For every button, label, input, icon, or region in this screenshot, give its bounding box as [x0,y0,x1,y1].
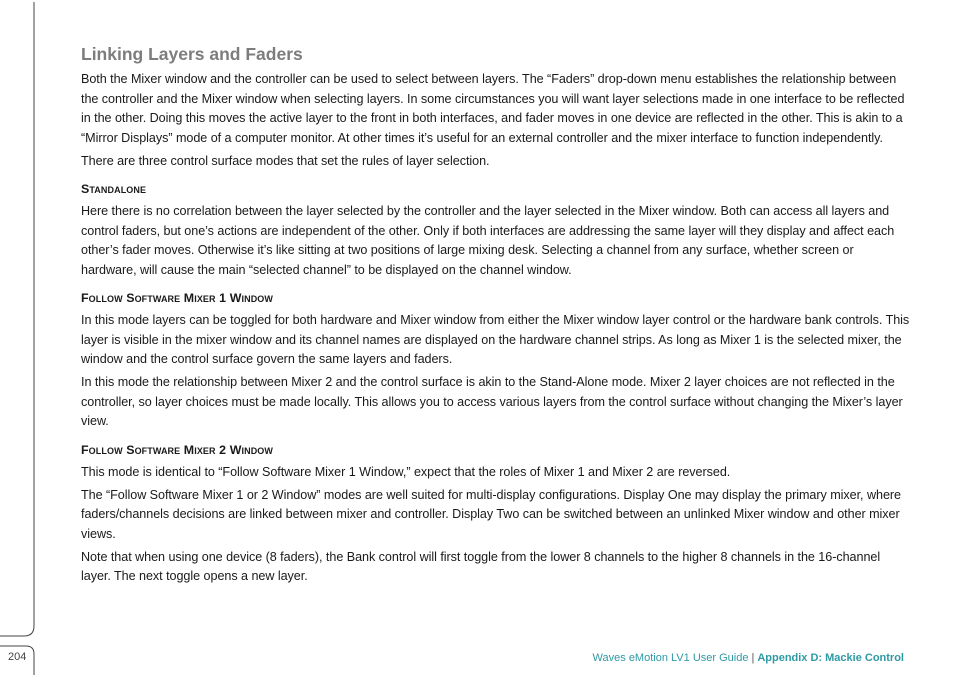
page-footer [593,652,904,664]
follow-mixer-2-paragraph-3: Note that when using one device (8 faders), the Bank control will first toggle from the lower 8 channels to the higher 8 channels in the 16-channel layer. The next toggle opens a new layer. [81,549,881,583]
intro-paragraph-2: There are three control surface modes that set the rules of layer selection. [81,153,490,168]
intro-paragraph-1: Both the Mixer window and the controller can be used to select between layers. The “Faders” drop-down menu establishes the relationship between the controller and the Mixer window when selecting layers. In some circumstances you will want layer selections made in one interface to be reflected in the other. Doing this moves the active layer to the front in both interfaces, and fader moves in one device are reflected in the other. This is akin to a “Mirror Displays” mode of a computer monitor. At other times it’s useful for an external controller and the mixer interface to function independently. [81,72,905,145]
follow-mixer-1-paragraph-2: In this mode the relationship between Mixer 2 and the control surface is akin to the Stand-Alone mode. Mixer 2 layer choices are not reflected in the controller, so layer choices must be made locally. This allows you to access various layers from the control surface without changing the Mixer’s layer view. [81,375,903,428]
page-content [81,44,911,590]
section-heading-follow-mixer-2: Follow Software Mixer 2 Window [81,442,273,457]
footer-separator: | [751,652,755,664]
follow-mixer-2-paragraph-2: The “Follow Software Mixer 1 or 2 Window” modes are well suited for multi-display configurations. Display One may display the primary mixer, where faders/channels decisions are linked between mixer and controller. Display Two can be switched between an unlinked Mixer window and other mixer views. [81,487,901,541]
standalone-paragraph-1: Here there is no correlation between the layer selected by the controller and the layer selected in the Mixer window. Both can access all layers and control faders, but one’s actions are independent of the other. Only if both interfaces are addressing the same layer will they display and affect each other’s fader moves. Otherwise it’s like sitting at two positions of large mixing desk. Selecting a channel from any surface, whether screen or hardware, will cause the main “selected channel” to be displayed on the channel window. [81,204,895,277]
page-title: Linking Layers and Faders [81,44,303,64]
page-number: 204 [8,651,27,663]
follow-mixer-2-paragraph-1: This mode is identical to “Follow Software Mixer 1 Window,” expect that the roles of Mixer 1 and Mixer 2 are reversed. [81,464,731,479]
section-heading-standalone: Standalone [81,182,147,196]
footer-section-title: Appendix D: Mackie Control [757,652,904,664]
section-heading-follow-mixer-1: Follow Software Mixer 1 Window [81,291,273,305]
footer-guide-title: Waves eMotion LV1 User Guide [592,652,749,664]
follow-mixer-1-paragraph-1: In this mode layers can be toggled for both hardware and Mixer window from either the Mixer window layer control or the hardware bank controls. This layer is visible in the mixer window and its channel names are displayed on the hardware channel strips. As long as Mixer 1 is the selected mixer, the window and the control surface govern the same layers and faders. [81,313,910,366]
